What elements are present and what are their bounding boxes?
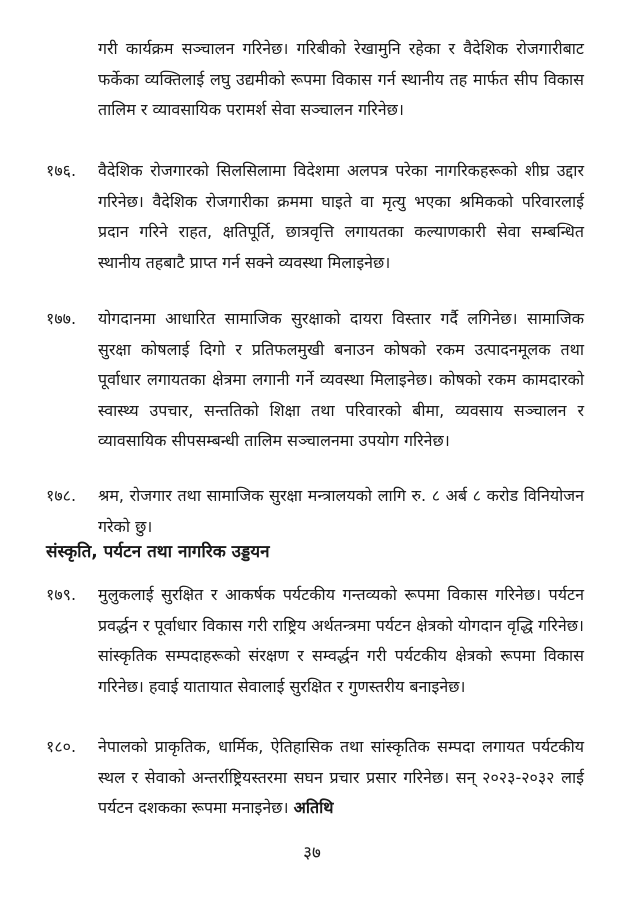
paragraph-text bbox=[98, 732, 584, 824]
paragraph-176 bbox=[46, 156, 584, 278]
paragraph-number: १८०. bbox=[46, 737, 77, 756]
paragraph-number: १७७. bbox=[46, 309, 77, 328]
paragraph-text: वैदेशिक रोजगारको सिलसिलामा विदेशमा अलपत्र परेका नागरिकहरूको शीघ्र उद्दार गरिनेछ। वैदेशिक रोजगारीका क्रममा घाइते वा मृत्यु भएका श्रमिकको परिवारलाई प्रदान गरिने राहत, क्षतिपूर्ति, छात्रवृत्ति लगायतका कल्याणकारी सेवा सम्बन्धित स्थानीय तहबाटै प्राप्त गर्न सक्ने व्यवस्था मिलाइनेछ। bbox=[98, 161, 584, 272]
continuation-paragraph: गरी कार्यक्रम सञ्चालन गरिनेछ। गरिबीको रेखामुनि रहेका र वैदेशिक रोजगारीबाट फर्केका व्यक्तिलाई लघु उद्यमीको रूपमा विकास गर्न स्थानीय तह मार्फत सीप विकास तालिम र व्यावसायिक परामर्श सेवा सञ्चालन गरिनेछ। bbox=[98, 39, 584, 119]
paragraph-number: १७८. bbox=[46, 486, 77, 505]
paragraph-text: मुलुकलाई सुरक्षित र आकर्षक पर्यटकीय गन्तव्यको रूपमा विकास गरिनेछ। पर्यटन प्रवर्द्धन र पूर्वाधार विकास गरी राष्ट्रिय अर्थतन्त्रमा पर्यटन क्षेत्रको योगदान वृद्धि गरिनेछ। सांस्कृतिक सम्पदाहरूको संरक्षण र सम्वर्द्धन गरी पर्यटकीय क्षेत्रको रूपमा विकास गरिनेछ। हवाई यातायात सेवालाई सुरक्षित र गुणस्तरीय बनाइनेछ। bbox=[98, 585, 584, 696]
paragraph-180 bbox=[46, 732, 584, 824]
paragraph-body: नेपालको प्राकृतिक, धार्मिक, ऐतिहासिक तथा सांस्कृतिक सम्पदा लगायत पर्यटकीय स्थल र सेवाको अन्तर्राष्ट्रियस्तरमा सघन प्रचार प्रसार गरिनेछ। सन् २०२३-२०३२ लाई पर्यटन दशकका रूपमा मनाइनेछ। bbox=[98, 737, 584, 817]
paragraph-text: योगदानमा आधारित सामाजिक सुरक्षाको दायरा विस्तार गर्दै लगिनेछ। सामाजिक सुरक्षा कोषलाई दिगो र प्रतिफलमुखी बनाउन कोषको रकम उत्पादनमूलक तथा पूर्वाधार लगायतका क्षेत्रमा लगानी गर्ने व्यवस्था मिलाइनेछ। कोषको रकम कामदारको स्वास्थ्य उपचार, सन्ततिको शिक्षा तथा परिवारको बीमा, व्यवसाय सञ्चालन र व्यावसायिक सीपसम्बन्धी तालिम सञ्चालनमा उपयोग गरिनेछ। bbox=[98, 309, 584, 450]
paragraph-178 bbox=[46, 481, 584, 542]
page-number: ३७ bbox=[303, 843, 321, 863]
section-heading: संस्कृति, पर्यटन तथा नागरिक उड्डयन bbox=[46, 542, 270, 562]
paragraph-179 bbox=[46, 580, 584, 702]
paragraph-177 bbox=[46, 304, 584, 457]
paragraph-number: १७६. bbox=[46, 161, 77, 180]
paragraph-text: श्रम, रोजगार तथा सामाजिक सुरक्षा मन्त्रालयको लागि रु. ८ अर्ब ८ करोड विनियोजन गरेको छु। bbox=[98, 486, 584, 536]
paragraph-number: १७९. bbox=[46, 585, 77, 604]
paragraph-bold-tail: अतिथि bbox=[293, 798, 334, 817]
